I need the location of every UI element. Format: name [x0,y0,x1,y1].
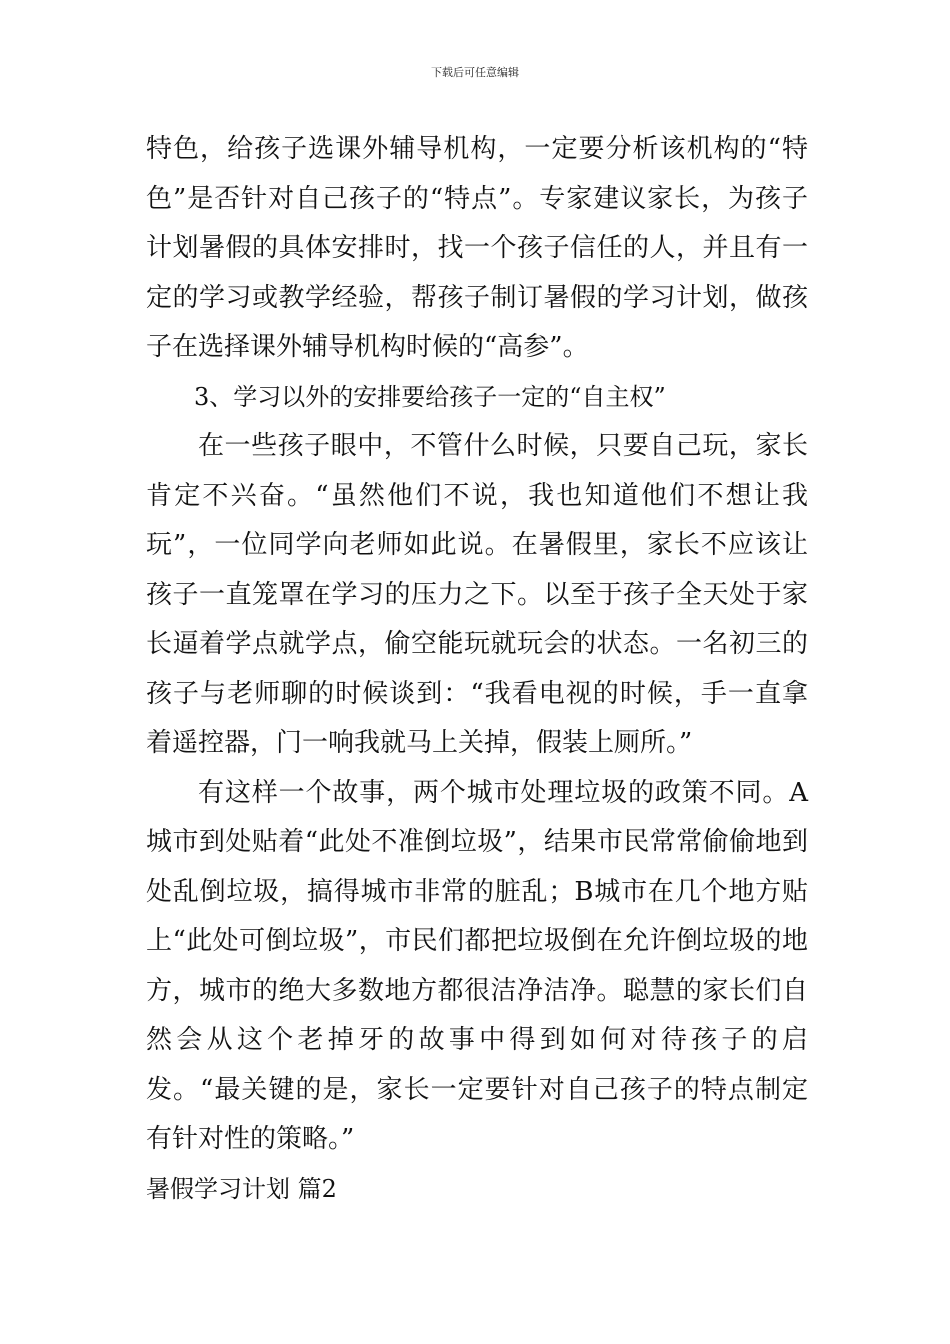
paragraph-3: 有这样一个故事，两个城市处理垃圾的政策不同。A城市到处贴着“此处不准倒垃圾”，结果市民常常偷偷地到处乱倒垃圾，搞得城市非常的脏乱；B城市在几个地方贴上“此处可倒垃圾”，市民们都把垃圾倒在允许倒垃圾的地方，城市的绝大多数地方都很洁净洁净。聪慧的家长们自然会从这个老掉牙的故事中得到如何对待孩子的启发。“最关键的是，家长一定要针对自己孩子的特点制定有针对性的策略。” [146,777,808,1154]
section-title: 暑假学习计划 篇2 [146,1174,337,1203]
paragraph-1: 特色，给孩子选课外辅导机构，一定要分析该机构的“特色”是否针对自己孩子的“特点”。专家建议家长，为孩子计划暑假的具体安排时，找一个孩子信任的人，并且有一定的学习或教学经验，帮孩子制订暑假的学习计划，做孩子在选择课外辅导机构时候的“高参”。 [146,134,808,362]
section-heading-3: 3、学习以外的安排要给孩子一定的“自主权” [194,382,666,411]
page-header: 下载后可任意编辑 [431,66,519,79]
paragraph-2: 在一些孩子眼中，不管什么时候，只要自己玩，家长肯定不兴奋。“虽然他们不说，我也知道他们不想让我玩”，一位同学向老师如此说。在暑假里，家长不应该让孩子一直笼罩在学习的压力之下。以至于孩子全天处于家长逼着学点就学点，偷空能玩就玩会的状态。一名初三的孩子与老师聊的时候谈到：“我看电视的时候，手一直拿着遥控器，门一响我就马上关掉，假装上厕所。” [146,431,808,758]
document-body [146,125,808,1214]
